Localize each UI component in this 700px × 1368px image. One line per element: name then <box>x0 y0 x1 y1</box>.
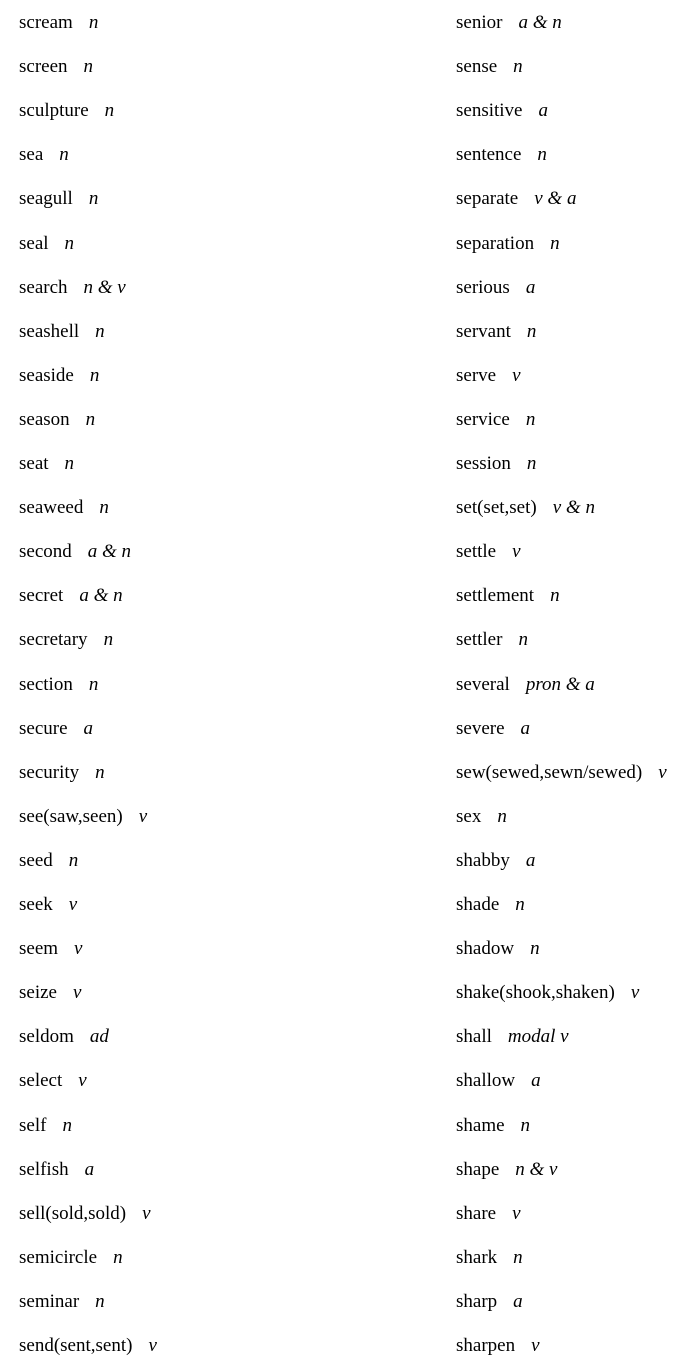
part-of-speech: a <box>84 1158 95 1180</box>
part-of-speech: n <box>103 629 114 651</box>
vocab-entry <box>456 486 595 530</box>
vocab-entry <box>19 222 74 266</box>
vocab-word: second <box>19 541 72 563</box>
part-of-speech: n <box>83 56 94 78</box>
vocab-word: settle <box>456 541 497 563</box>
part-of-speech: v <box>78 1070 87 1092</box>
vocab-entry <box>19 1324 157 1368</box>
part-of-speech: a <box>513 1290 523 1312</box>
vocab-word: serve <box>456 364 497 386</box>
vocab-word: sex <box>456 805 482 827</box>
vocab-word: sense <box>456 56 498 78</box>
vocab-word: self <box>19 1114 47 1136</box>
vocab-word: secure <box>19 717 68 739</box>
vocab-entry <box>456 45 523 89</box>
part-of-speech: n <box>550 232 560 254</box>
part-of-speech: v <box>72 982 82 1004</box>
vocab-entry <box>456 707 530 751</box>
part-of-speech: a & n <box>79 585 123 607</box>
vocab-entry <box>19 1 98 45</box>
vocab-entry <box>19 266 126 310</box>
vocab-entry <box>456 354 521 398</box>
vocab-entry <box>456 1104 530 1148</box>
vocab-word: seal <box>19 232 49 254</box>
vocab-word: servant <box>456 320 511 342</box>
vocab-word: serious <box>456 276 510 298</box>
vocab-entry <box>456 1192 521 1236</box>
vocab-entry <box>19 133 69 177</box>
part-of-speech: n <box>537 144 547 166</box>
vocab-word: session <box>456 453 511 474</box>
vocab-entry <box>19 310 105 354</box>
part-of-speech: v <box>74 938 83 960</box>
part-of-speech: n <box>550 585 560 607</box>
part-of-speech: a & n <box>87 541 132 563</box>
part-of-speech: n <box>95 761 105 783</box>
part-of-speech: n <box>62 1114 72 1136</box>
vocab-entry <box>456 89 548 133</box>
part-of-speech: n <box>88 188 99 210</box>
vocab-entry <box>456 1 562 45</box>
part-of-speech: n & v <box>515 1158 558 1180</box>
vocab-entry <box>19 1236 123 1280</box>
part-of-speech: a <box>520 717 531 739</box>
vocab-word: shark <box>456 1246 498 1268</box>
vocab-word: shake(shook,shaken) <box>456 982 615 1004</box>
vocab-entry <box>19 45 93 89</box>
part-of-speech: n <box>513 1246 523 1268</box>
vocab-entry <box>19 398 95 442</box>
vocab-entry <box>456 839 535 883</box>
part-of-speech: a & n <box>518 12 562 33</box>
part-of-speech: v & a <box>534 188 577 210</box>
part-of-speech: n <box>515 894 525 915</box>
vocab-word: seaside <box>19 364 74 386</box>
vocab-word: semicircle <box>19 1246 98 1268</box>
vocab-word: sensitive <box>456 100 523 122</box>
part-of-speech: v & n <box>552 497 595 519</box>
vocab-entry <box>19 971 81 1015</box>
part-of-speech: n <box>89 364 100 386</box>
vocab-word: shape <box>456 1158 500 1180</box>
vocab-entry <box>19 751 105 795</box>
vocab-entry <box>456 310 536 354</box>
part-of-speech: n <box>518 629 528 651</box>
part-of-speech: v <box>142 1202 151 1224</box>
vocab-entry <box>19 618 113 662</box>
part-of-speech: n <box>520 1114 531 1136</box>
part-of-speech: v <box>512 541 521 563</box>
vocab-word: seize <box>19 982 57 1004</box>
vocab-entry <box>19 354 99 398</box>
part-of-speech: n <box>526 453 537 474</box>
vocab-entry <box>19 486 109 530</box>
vocab-word: shadow <box>456 938 515 960</box>
part-of-speech: ad <box>89 1026 109 1048</box>
vocab-word: seminar <box>19 1290 80 1312</box>
vocab-word: see(saw,seen) <box>19 805 123 827</box>
vocab-word: service <box>456 408 510 430</box>
part-of-speech: v <box>658 761 667 783</box>
part-of-speech: a <box>83 717 94 739</box>
vocab-word: season <box>19 408 70 430</box>
vocab-word: secretary <box>19 629 88 651</box>
vocab-entry <box>456 222 560 266</box>
vocab-entry <box>19 574 123 618</box>
vocab-entry <box>19 530 131 574</box>
part-of-speech: n <box>68 849 79 871</box>
part-of-speech: n <box>525 408 536 430</box>
part-of-speech: a <box>525 849 536 871</box>
vocab-word: separate <box>456 188 519 210</box>
vocab-word: settler <box>456 629 503 651</box>
part-of-speech: n <box>59 144 69 166</box>
vocab-word: seed <box>19 849 53 871</box>
vocab-word: seashell <box>19 320 80 342</box>
vocab-word: share <box>456 1202 497 1224</box>
vocab-word: shabby <box>456 849 510 871</box>
part-of-speech: n <box>88 12 99 33</box>
vocab-word: seek <box>19 894 53 915</box>
vocab-word: shame <box>456 1114 505 1136</box>
part-of-speech: n <box>99 497 109 519</box>
vocab-word: scream <box>19 12 73 33</box>
vocab-entry <box>456 663 595 707</box>
vocab-entry <box>456 1280 523 1324</box>
vocab-word: sculpture <box>19 100 89 122</box>
vocab-entry <box>456 574 560 618</box>
vocab-word: shade <box>456 894 500 915</box>
vocab-entry <box>19 663 98 707</box>
part-of-speech: n <box>88 673 99 695</box>
vocab-word: seldom <box>19 1026 74 1048</box>
part-of-speech: a <box>531 1070 541 1092</box>
vocab-word: sell(sold,sold) <box>19 1202 127 1224</box>
part-of-speech: v <box>68 894 78 915</box>
vocab-entry <box>19 89 114 133</box>
vocab-word: shallow <box>456 1070 516 1092</box>
vocab-word: sharpen <box>456 1335 516 1356</box>
vocab-entry <box>456 971 639 1015</box>
vocab-entry <box>19 839 78 883</box>
part-of-speech: a <box>538 100 548 122</box>
vocab-word: select <box>19 1070 63 1092</box>
vocab-entry <box>456 442 536 486</box>
vocab-entry <box>456 795 507 839</box>
vocab-entry <box>456 927 540 971</box>
vocab-entry <box>456 398 535 442</box>
vocab-entry <box>456 1324 540 1368</box>
vocab-entry <box>456 751 667 795</box>
part-of-speech: n <box>85 408 96 430</box>
vocab-entry <box>19 1280 105 1324</box>
vocab-entry <box>456 618 528 662</box>
vocab-word: seem <box>19 938 59 960</box>
vocab-word: sew(sewed,sewn/sewed) <box>456 761 643 783</box>
part-of-speech: n <box>530 938 540 960</box>
part-of-speech: n <box>104 100 115 122</box>
vocab-entry <box>456 266 535 310</box>
vocab-word: seaweed <box>19 497 84 519</box>
part-of-speech: a <box>525 276 536 298</box>
vocab-entry <box>456 1059 541 1103</box>
vocab-entry <box>19 927 82 971</box>
vocab-word: severe <box>456 717 505 739</box>
part-of-speech: v <box>148 1335 157 1356</box>
part-of-speech: n <box>64 232 75 254</box>
vocab-entry <box>456 1236 523 1280</box>
vocab-entry <box>19 442 74 486</box>
vocab-entry <box>19 1148 94 1192</box>
vocab-word: separation <box>456 232 535 254</box>
vocab-entry <box>456 177 576 221</box>
vocab-word: sharp <box>456 1290 498 1312</box>
part-of-speech: v <box>138 805 148 827</box>
vocab-word: senior <box>456 12 503 33</box>
vocab-word: set(set,set) <box>456 497 537 519</box>
vocab-entry <box>456 1148 557 1192</box>
vocab-word: several <box>456 673 510 695</box>
vocab-entry <box>19 1104 72 1148</box>
part-of-speech: n <box>497 805 507 827</box>
vocab-word: seagull <box>19 188 73 210</box>
part-of-speech: n <box>513 56 523 78</box>
vocab-entry <box>19 883 77 927</box>
vocab-entry <box>19 1192 151 1236</box>
vocab-entry <box>456 883 525 927</box>
part-of-speech: n <box>95 320 105 342</box>
vocab-word: security <box>19 761 80 783</box>
vocab-word: send(sent,sent) <box>19 1335 133 1356</box>
vocab-entry <box>456 133 547 177</box>
vocab-word: seat <box>19 453 49 474</box>
vocab-word: settlement <box>456 585 535 607</box>
part-of-speech: v <box>512 1202 521 1224</box>
part-of-speech: v <box>630 982 640 1004</box>
vocab-word: secret <box>19 585 64 607</box>
vocab-word: sea <box>19 144 44 166</box>
vocab-entry <box>19 795 147 839</box>
part-of-speech: n <box>113 1246 123 1268</box>
part-of-speech: modal v <box>507 1026 569 1048</box>
vocab-entry <box>19 177 98 221</box>
part-of-speech: pron & a <box>525 673 595 695</box>
vocab-entry <box>456 1015 569 1059</box>
part-of-speech: n <box>64 453 75 474</box>
vocab-word: selfish <box>19 1158 69 1180</box>
vocab-entry <box>19 707 93 751</box>
part-of-speech: n <box>95 1290 105 1312</box>
vocab-word: screen <box>19 56 68 78</box>
vocab-word: shall <box>456 1026 492 1048</box>
part-of-speech: n <box>526 320 537 342</box>
part-of-speech: v <box>512 364 521 386</box>
vocab-entry <box>456 530 521 574</box>
part-of-speech: n & v <box>83 276 126 298</box>
part-of-speech: v <box>531 1335 540 1356</box>
vocab-word: sentence <box>456 144 522 166</box>
vocab-word: search <box>19 276 68 298</box>
vocab-word: section <box>19 673 73 695</box>
vocab-entry <box>19 1015 109 1059</box>
vocab-entry <box>19 1059 87 1103</box>
